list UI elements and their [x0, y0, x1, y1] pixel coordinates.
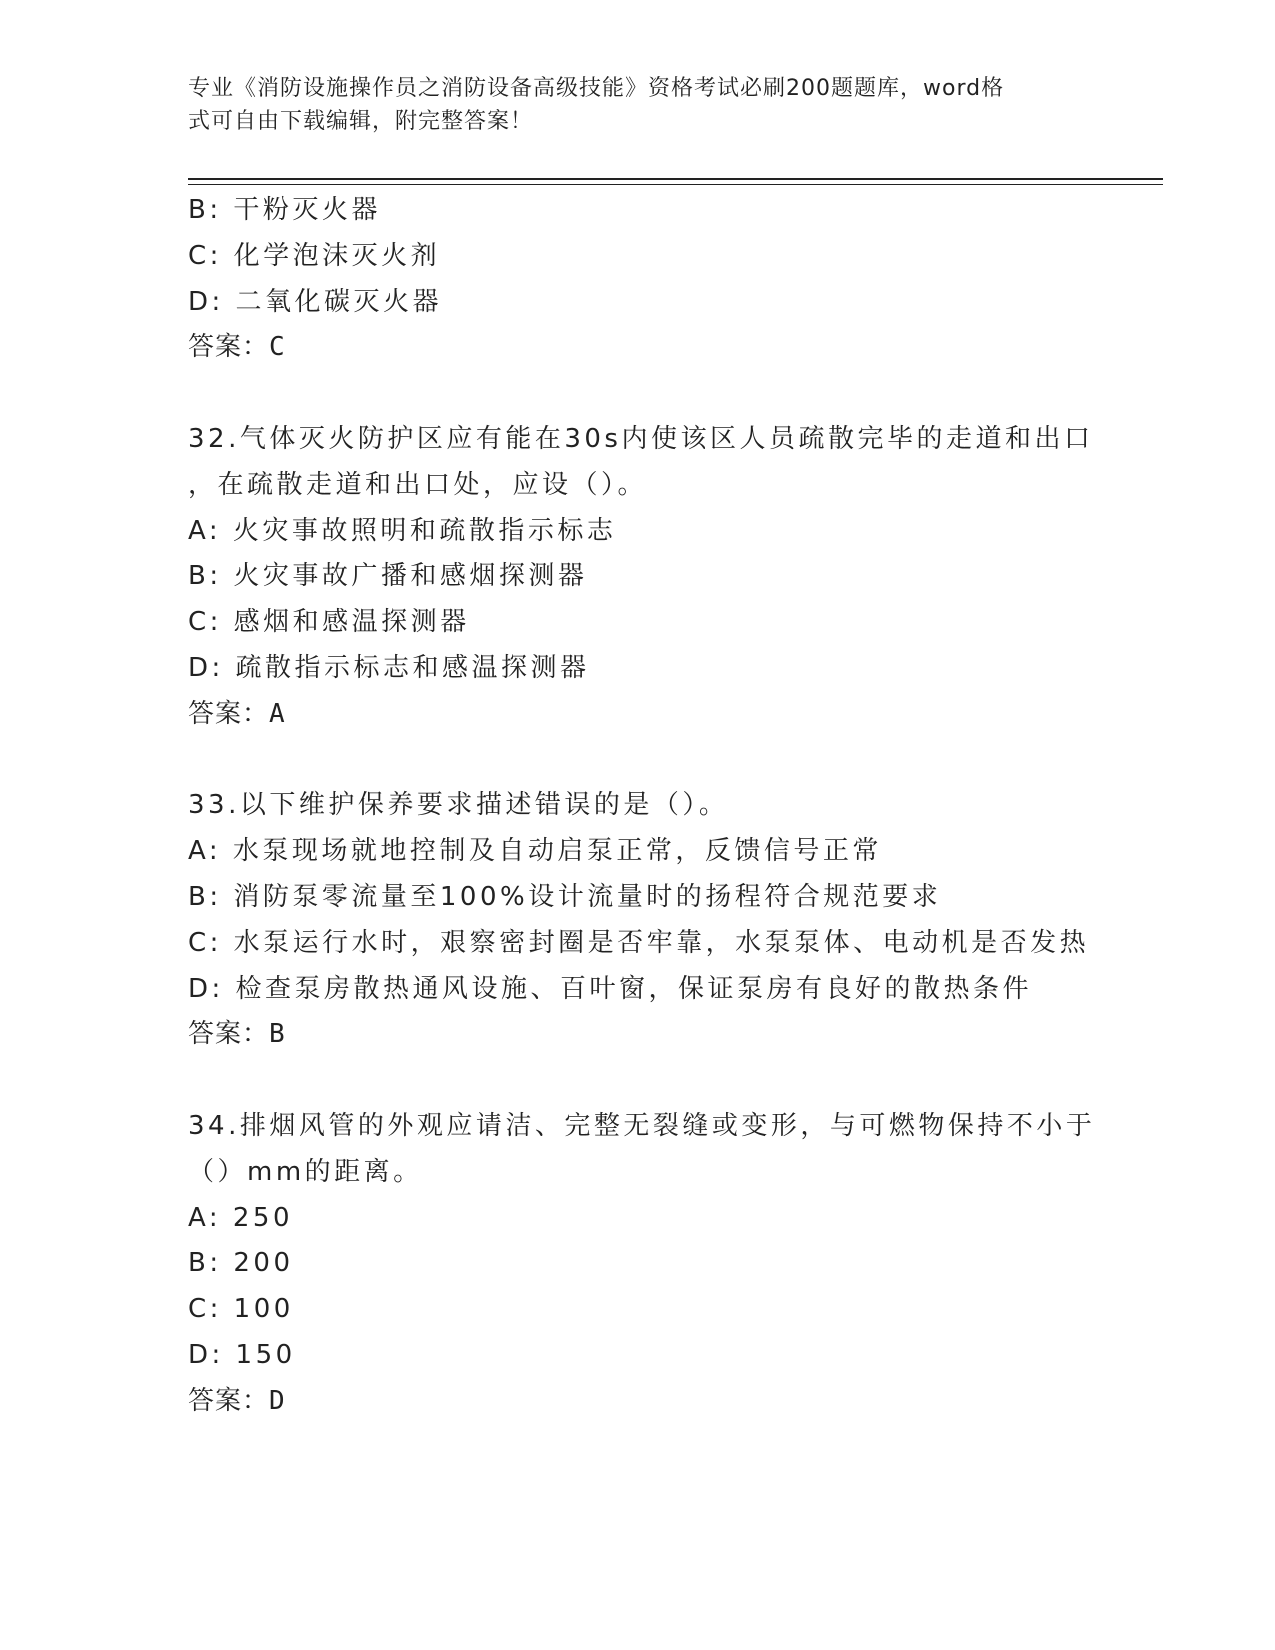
question-stem-line-1: 33.以下维护保养要求描述错误的是（）。: [188, 790, 729, 821]
spacer: [188, 371, 1128, 417]
option-c: C: 感烟和感温探测器: [188, 607, 470, 638]
option-d: D: 二氧化碳灭火器: [188, 286, 443, 317]
option-a: A: 水泵现场就地控制及自动启泵正常，反馈信号正常: [188, 836, 882, 867]
option-c: C: 水泵运行水时，艰察密封圈是否牢靠，水泵泵体、电动机是否发热: [188, 927, 1090, 958]
option-b: B: 干粉灭火器: [188, 195, 381, 225]
option-a: A: 250: [188, 1202, 293, 1233]
question-stem-line-1: 34.排烟风管的外观应请洁、完整无裂缝或变形，与可燃物保持不小于: [188, 1110, 1096, 1141]
option-d: D: 疏散指示标志和感温探测器: [188, 652, 590, 683]
header-divider-thick: [188, 178, 1163, 180]
option-c: C: 化学泡沫灭火剂: [188, 240, 441, 271]
option-a: A: 火灾事故照明和疏散指示标志: [188, 515, 617, 546]
question-stem-line-2: （）mm的距离。: [188, 1156, 423, 1187]
question-32: [188, 417, 1128, 738]
header-line-1: 专业《消防设施操作员之消防设备高级技能》资格考试必刷200题题库，word格: [188, 76, 1005, 101]
spacer: [188, 1058, 1128, 1104]
spacer: [188, 738, 1128, 784]
answer-line: 答案：C: [188, 332, 286, 363]
option-c: C: 100: [188, 1294, 294, 1325]
answer-line: 答案：A: [188, 698, 286, 729]
option-b: B: 消防泵零流量至100%设计流量时的扬程符合规范要求: [188, 881, 942, 912]
question-list: [188, 188, 1128, 1425]
previous-question-block: [188, 188, 1128, 371]
header-line-2: 式可自由下载编辑，附完整答案！: [188, 109, 534, 134]
question-33: [188, 783, 1128, 1058]
option-b: B: 200: [188, 1248, 294, 1279]
answer-line: 答案：B: [188, 1019, 286, 1050]
document-header: [188, 72, 1088, 138]
answer-line: 答案：D: [188, 1385, 286, 1416]
question-stem-line-2: ，在疏散走道和出口处，应设（）。: [188, 469, 648, 500]
question-34: [188, 1104, 1128, 1425]
option-b: B: 火灾事故广播和感烟探测器: [188, 561, 588, 592]
option-d: D: 150: [188, 1339, 296, 1370]
option-d: D: 检查泵房散热通风设施、百叶窗，保证泵房有良好的散热条件: [188, 973, 1033, 1004]
question-stem-line-1: 32.气体灭火防护区应有能在30s内使该区人员疏散完毕的走道和出口: [188, 423, 1094, 454]
header-divider-thin: [188, 184, 1163, 185]
